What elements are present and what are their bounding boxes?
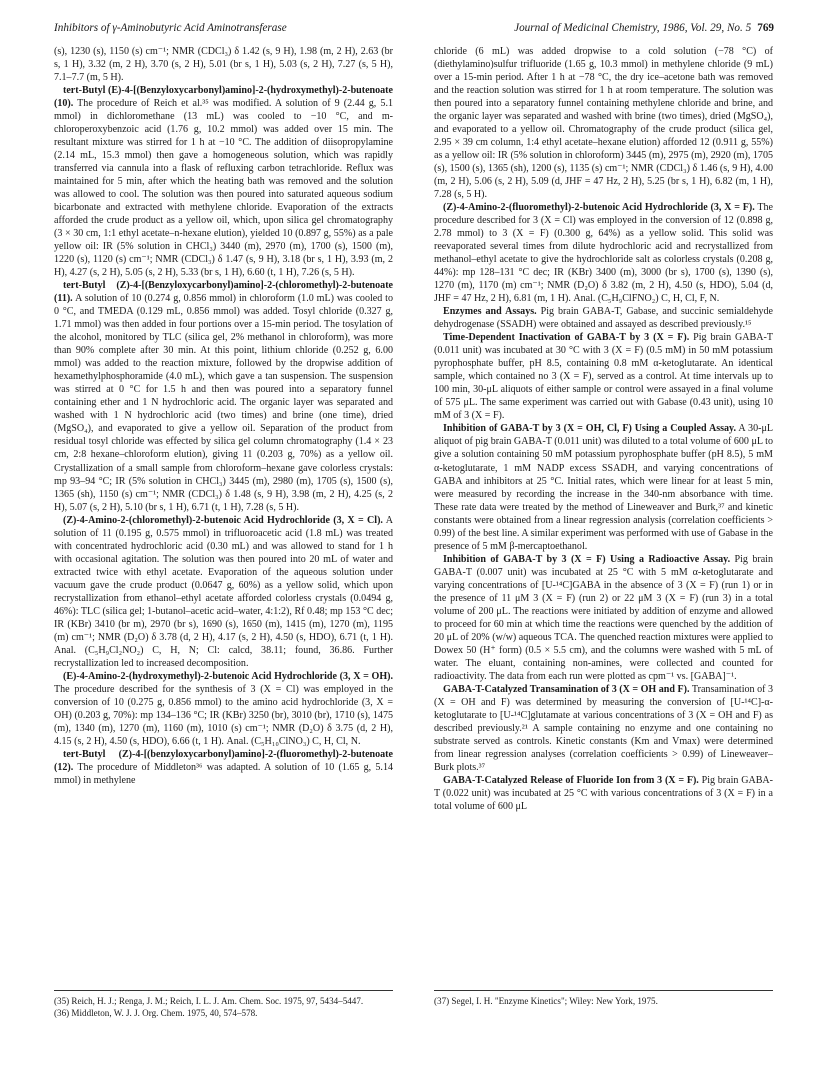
paragraph <box>434 774 773 813</box>
footnotes-right <box>434 990 773 1007</box>
running-header <box>54 22 774 38</box>
section-heading: tert-Butyl (E)-4-[(Benzyloxycarbonyl)amino]-2-(hydroxymethyl)-2-butenoate (10). <box>54 85 393 110</box>
section-heading: Inhibition of GABA-T by 3 (X = OH, Cl, F) Using a Coupled Assay. <box>443 423 737 435</box>
footnote: (35) Reich, H. J.; Renga, J. M.; Reich, I. L. J. Am. Chem. Soc. 1975, 97, 5434–5447. <box>54 996 364 1006</box>
paragraph-text: The procedure of Middleton³⁶ was adapted. A solution of 10 (1.65 g, 5.14 mmol) in methylene <box>54 761 393 786</box>
section-heading: tert-Butyl (Z)-4-[(Benzyloxycarbonyl)amino]-2-(chloromethyl)-2-butenoate (11). <box>54 280 393 305</box>
left-column <box>54 45 393 985</box>
section-heading: (E)-4-Amino-2-(hydroxymethyl)-2-butenoic Acid Hydrochloride (3, X = OH). <box>63 670 393 682</box>
paragraph <box>434 683 773 774</box>
paragraph-text: The procedure described for 3 (X = Cl) was employed in the conversion of 12 (0.898 g, 2.78 mmol) to 3 (X = F) (0.300 g, 64%) as a yellow solid. This solid was reevaporated several times from dilute hydrochloric acid and recrystallized from methanol–ethyl acetate to give the hydrochloride salt as colorless crystals (0.208 g, 44%): mp 128–131 °C dec; IR (KBr) 3400 (m), 3000 (br s), 1700 (s), 1390 (s), 1270 (m), 1170 (m) cm⁻¹; NMR (D₂O) δ 3.82 (m, 2 H), 4.50 (s, HDO), 5.04 (d, JHF = 47 Hz, 2 H), 6.81 (m, 1 H). Anal. (C₅H₉ClFNO₂) C, H, Cl, F, N. <box>434 202 773 305</box>
paragraph-text: Transamination of 3 (X = OH and F) was determined by measuring the conversion of [U-¹⁴C]-α-ketoglutarate to [U-¹⁴C]glutamate at various concentrations of 3 (X = OH and F) as described previously.²¹ A sample containing no enzyme and one containing no substrate served as controls. Kinetic constants (Km and Vmax) were determined from linear regression analyses (correlation coefficients > 0.99) of Lineweaver–Burk plots.³⁷ <box>434 683 773 773</box>
paragraph-text: Pig brain GABA-T, Gabase, and succinic semialdehyde dehydrogenase (SSADH) were obtained and assayed as described previously.¹⁵ <box>434 306 773 331</box>
page-number: 769 <box>757 22 774 34</box>
paragraph-text: The procedure described for the synthesis of 3 (X = Cl) was employed in the conversion of 10 (0.275 g, 0.856 mmol) to the amino acid hydrochloride (3, X = OH) (0.203 g, 70%): mp 134–136 °C; IR (KBr) 3250 (br), 3010 (br), 1710 (s), 1475 (m), 1340 (m), 1270 (m), 1160 (m), 1010 (s) cm⁻¹; NMR (D₂O) δ 3.75 (d, 2 H), 4.15 (s, 2 H), 4.50 (s, HDO), 6.66 (t, 1 H). Anal. (C₅H₁₀ClNO₃) C, H, Cl, N. <box>54 683 393 747</box>
paragraph <box>54 748 393 787</box>
paragraph-text: Pig brain GABA-T (0.011 unit) was incubated at 30 °C with 3 (X = F) (0.5 mM) in 50 mM potassium pyrophosphate buffer, pH 8.5, containing 0.8 mM α-ketoglutarate. An identical sample, which contained no 3 (X = F), served as a control. At time intervals up to 100 min, 30-μL aliquots of either sample or control were assayed in a final volume of 575 μL. The same experiment was carried out with Gabase (0.43 unit), using 10 mM of 3 (X = F). <box>434 332 773 422</box>
paragraph <box>54 45 393 84</box>
right-column <box>434 45 773 985</box>
paragraph <box>434 305 773 331</box>
section-heading: (Z)-4-Amino-2-(chloromethyl)-2-butenoic Acid Hydrochloride (3, X = Cl). <box>63 514 383 526</box>
paragraph-text: Pig brain GABA-T (0.022 unit) was incubated at 25 °C with various concentrations of 3 (X = F) in a total volume of 600 μL <box>434 774 773 812</box>
section-heading: Inhibition of GABA-T by 3 (X = F) Using a Radioactive Assay. <box>443 553 731 565</box>
paragraph <box>434 553 773 683</box>
section-heading: GABA-T-Catalyzed Release of Fluoride Ion from 3 (X = F). <box>443 774 699 786</box>
paragraph-text: (s), 1230 (s), 1150 (s) cm⁻¹; NMR (CDCl₃) δ 1.42 (s, 9 H), 1.98 (m, 2 H), 2.63 (br s, 1 H), 3.32 (m, 2 H), 3.70 (s, 2 H), 5.01 (br s, 1 H), 5.03 (s, 2 H), 7.27 (s, 5 H), 7.1–7.7 (m, 5 H). <box>54 46 393 84</box>
paragraph <box>54 279 393 513</box>
footnote: (36) Middleton, W. J. J. Org. Chem. 1975, 40, 574–578. <box>54 1008 258 1018</box>
paragraph <box>54 670 393 748</box>
paragraph <box>434 201 773 305</box>
paragraph <box>54 514 393 670</box>
paragraph <box>434 331 773 422</box>
section-heading: GABA-T-Catalyzed Transamination of 3 (X = OH and F). <box>443 683 690 695</box>
paragraph-text: chloride (6 mL) was added dropwise to a cold solution (−78 °C) of (diethylamino)sulfur trifluoride (1.65 g, 10.3 mmol) in methylene chloride (9 mL) over a 15-min period. After 1 h at −78 °C, the dry ice–acetone bath was removed and the reaction solution was stirred for 1 h at room temperature. The solution was then poured into a separatory funnel containing methylene chloride and brine, and the organic layer was separated and washed with brine (two times), dried (MgSO₄), and evaporated to a yellow oil. Chromatography of the crude product (silica gel, 2.95 × 39 cm column, 1:4 ethyl acetate–hexane elution) afforded 12 (0.911 g, 55%) as a yellow oil: IR (5% solution in chloroform) 3445 (m), 2975 (m), 2920 (m), 1705 (s), 1500 (s), 1365 (sh), 1200 (s), 1135 (s) cm⁻¹; NMR (CDCl₃) δ 1.46 (s, 9 H), 4.00 (m, 2 H), 5.06 (s, 2 H), 5.09 (d, JHF = 47 Hz, 2 H), 5.25 (br s, 1 H), 6.82 (m, 1 H), 7.28 (s, 5 H). <box>434 46 773 201</box>
footnotes-left <box>54 990 393 1019</box>
journal-citation <box>514 22 774 34</box>
section-heading: (Z)-4-Amino-2-(fluoromethyl)-2-butenoic Acid Hydrochloride (3, X = F). <box>443 202 755 214</box>
paragraph-text: Pig brain GABA-T (0.007 unit) was incubated at 25 °C with 5 mM α-ketoglutarate and varying concentrations of [U-¹⁴C]GABA in the absence of 3 (X = F) (run 1) or in the presence of 11 μM 3 (X = F) (run 2) or 22 μM 3 (X = F) (run 3) in a total volume of 200 μL. The reactions were initiated by addition of enzyme and allowed to proceed for 60 min at which time the reactions were quenched by the addition of 20 μL of 20% (w/w) aqueous TCA. The quenched reaction mixtures were applied to Dowex 50 (H⁺ form) (0.5 × 5.5 cm), and the columns were washed with 5 mL of water. The eluant, containing non-amines, were collected and counted for radioactivity. The data from each run were plotted as cpm⁻¹ vs. [GABA]⁻¹. <box>434 553 773 682</box>
paragraph-text: A solution of 10 (0.274 g, 0.856 mmol) in chloroform (1.0 mL) was cooled to 0 °C, and TMEDA (0.129 mL, 0.856 mmol) was added. Tosyl chloride (0.327 g, 1.71 mmol) was then added in four portions over a 15-min period. The tosylation of the alcohol, monitored by TLC (silica gel, 2% methanol in chloroform), was more than 90% complete after 30 min. At this point, lithium chloride (0.252 g, 6.00 mmol) was added to the reaction mixture, followed by the dropwise addition of hexamethylphosphoramide (4.0 mL), which gave a tan suspension. The suspension was stirred at 0 °C for 1.5 h and then was poured into a separatory funnel containing ether and 1 N hydrochloric acid. The organic layer was separated and washed with 1 N hydrochloric acid (two times) and brine (one time), dried (MgSO₄), and evaporated to give a yellow oil. Separation of the product from residual tosyl chloride was effected by silica gel column chromatography (1.4 × 23 cm, 2:8 hexane–chloroform elution), giving 11 (0.203 g, 70%) as a yellow oil. Crystallization of a small sample from chloroform–hexane gave colorless crystals: mp 93–94 °C; IR (5% solution in CHCl₃) 3445 (m), 2980 (m), 1705 (s), 1500 (s), 1365 (sh), 1150 (s) cm⁻¹; NMR (CDCl₃) δ 1.48 (s, 9 H), 3.98 (m, 2 H), 4.25 (s, 2 H), 5.07 (s, 2 H), 5.10 (br s, 1 H), 6.71 (t, 1 H), 7.28 (s, 5 H). <box>54 293 393 513</box>
footnote: (37) Segel, I. H. "Enzyme Kinetics"; Wiley: New York, 1975. <box>434 996 658 1006</box>
paragraph <box>434 45 773 201</box>
paragraph-text: The procedure of Reich et al.³⁵ was modified. A solution of 9 (2.44 g, 5.1 mmol) in dichloromethane (13 mL) was cooled to −10 °C, and m-chloroperoxybenzoic acid (1.76 g, 10.2 mmol) was added over 15 min. The resultant mixture was stirred for 1 h at −10 °C. The addition of diisopropylamine (2.14 mL, 15.3 mmol) then gave a homogeneous solution, which was rapidly transferred via cannula into a flask of refluxing carbon tetrachloride. Reflux was maintained for 5 min, after which the heating bath was removed and the solution was allowed to cool. The solution was then poured into saturated aqueous sodium bicarbonate and extracted with methylene chloride. Evaporation of the extracts afforded the crude product as a yellow oil, which, upon silica gel chromatography (3 × 30 cm, 1:1 ethyl acetate–n-hexane elution), yielded 10 (0.897 g, 55%) as a pale yellow oil: IR (5% solution in CHCl₃) 3440 (m), 2970 (m), 1700 (s), 1500 (m), 1220 (s), 1120 (s) cm⁻¹; NMR (CDCl₃) δ 1.47 (s, 9 H), 3.18 (br s, 1 H), 3.93 (m, 2 H), 4.27 (s, 2 H), 5.05 (s, 2 H), 5.33 (br s, 1 H), 6.60 (t, 1 H), 7.26 (s, 5 H). <box>54 98 393 279</box>
section-heading: tert-Butyl (Z)-4-[(benzyloxycarbonyl)amino]-2-(fluoromethyl)-2-butenoate (12). <box>54 748 393 773</box>
paragraph-text: A 30-μL aliquot of pig brain GABA-T (0.011 unit) was diluted to a total volume of 600 μL to give a solution containing 50 mM potassium pyrophosphate buffer (pH 8.5), 5 mM α-ketoglutarate, 1 mM NADP excess SSADH, and varying concentrations of GABA and inhibitors at 25 °C. Initial rates, which were linear for at least 5 min, were measured by recording the increase in the 340-nm absorbance with time. These rate data were treated by the method of Lineweaver and Burk,³⁷ and kinetic constants were obtained from a linear regression analysis (correlation coefficients > 0.99) of the best line. A similar experiment was performed with use of Gabase in the presence of 5 mM β-mercaptoethanol. <box>434 423 773 552</box>
journal-name: Journal of Medicinal Chemistry, 1986, Vol. 29, No. 5 <box>514 22 752 34</box>
paragraph <box>54 84 393 279</box>
paragraph <box>434 422 773 552</box>
section-heading: Enzymes and Assays. <box>443 306 537 318</box>
running-title: Inhibitors of γ-Aminobutyric Acid Aminotransferase <box>54 22 287 34</box>
paragraph-text: A solution of 11 (0.195 g, 0.575 mmol) in trifluoroacetic acid (1.8 mL) was treated with concentrated hydrochloric acid (0.30 mL) and was allowed to stand for 1 h with occasional agitation. The solution was then poured into 20 mL of water and extracted twice with ethyl acetate. Evaporation of the aqueous solution under vacuum gave the crude product (0.0647 g, 60%) as a yellow solid, which upon recrystallization from ethanol–ethyl acetate afforded colorless crystals (0.0494 g, 46%): TLC (silica gel; 1-butanol–acetic acid–water, 4:1:2), Rf 0.48; mp 153 °C dec; IR (KBr) 3410 (br m), 2970 (br s), 1690 (s), 1650 (m), 1415 (m), 1270 (m), 1195 (m) cm⁻¹; NMR (D₂O) δ 3.78 (d, 2 H), 4.17 (s, 2 H), 4.50 (s, HDO), 6.71 (t, 1 H). Anal. (C₅H₉Cl₂NO₂) C, H, N; Cl: calcd, 38.11; found, 36.86. Further recrystallization led to increased decomposition. <box>54 514 393 669</box>
section-heading: Time-Dependent Inactivation of GABA-T by 3 (X = F). <box>443 332 690 344</box>
